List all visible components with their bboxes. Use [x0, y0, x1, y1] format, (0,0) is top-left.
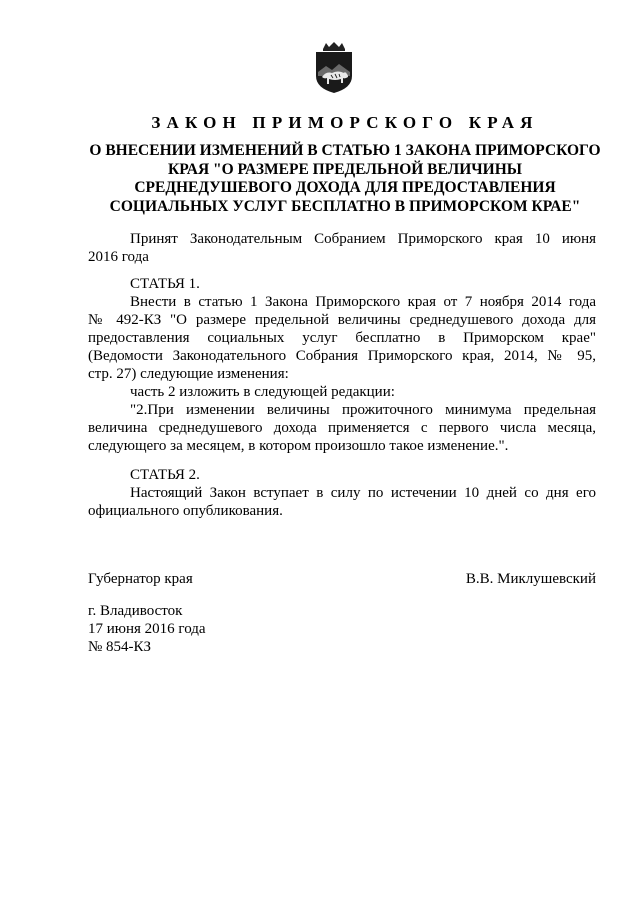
article-2-heading: СТАТЬЯ 2.	[130, 467, 200, 483]
signatory-name: В.В. Миклушевский	[465, 571, 596, 587]
law-subject	[88, 142, 602, 216]
subject-line: О ВНЕСЕНИИ ИЗМЕНЕНИЙ В СТАТЬЮ 1 ЗАКОНА ПРИМОРСКОГО	[89, 142, 601, 159]
subject-line: СОЦИАЛЬНЫХ УСЛУГ БЕСПЛАТНО В ПРИМОРСКОМ КРАЕ"	[109, 197, 581, 215]
article-1-line: стр. 27) следующие изменения:	[88, 366, 289, 382]
article-1-line: Внести в статью 1 Закона Приморского края от 7 ноября 2014 года	[130, 294, 596, 310]
article-1-part-line: часть 2 изложить в следующей редакции:	[130, 384, 395, 400]
signing-date: 17 июня 2016 года	[88, 621, 206, 637]
article-1	[88, 275, 596, 455]
article-2-line: официального опубликования.	[88, 503, 283, 519]
place-date-block	[88, 602, 206, 656]
article-1-heading: СТАТЬЯ 1.	[130, 276, 200, 292]
adoption-paragraph	[88, 230, 596, 266]
subject-line: КРАЯ "О РАЗМЕРЕ ПРЕДЕЛЬНОЙ ВЕЛИЧИНЫ	[168, 160, 522, 178]
article-1-line: предоставления социальных услуг бесплатно в Приморском крае"	[88, 330, 596, 346]
adoption-line: 2016 года	[88, 249, 149, 265]
article-2	[88, 466, 596, 520]
subject-line: СРЕДНЕДУШЕВОГО ДОХОДА ДЛЯ ПРЕДОСТАВЛЕНИЯ	[134, 179, 556, 196]
signatory-position: Губернатор края	[88, 571, 193, 587]
article-1-quote-line: следующего за месяцем, в котором произошло такое изменение.".	[88, 438, 509, 454]
law-number: № 854-КЗ	[88, 639, 152, 655]
adoption-line: Принят Законодательным Собранием Приморского края 10 июня	[130, 231, 596, 247]
law-title: ЗАКОН ПРИМОРСКОГО КРАЯ	[151, 113, 539, 132]
article-1-line: № 492-КЗ "О размере предельной величины среднедушевого дохода для	[88, 312, 596, 328]
article-1-quote-line: величина среднедушевого дохода применяется с первого числа месяца,	[88, 420, 596, 436]
coat-of-arms-icon	[314, 42, 354, 94]
city: г. Владивосток	[88, 603, 183, 619]
article-2-line: Настоящий Закон вступает в силу по истечении 10 дней со дня его	[130, 485, 596, 501]
article-1-line: (Ведомости Законодательного Собрания Приморского края, 2014, № 95,	[88, 348, 596, 364]
article-1-quote-line: "2.При изменении величины прожиточного минимума предельная	[130, 402, 596, 418]
